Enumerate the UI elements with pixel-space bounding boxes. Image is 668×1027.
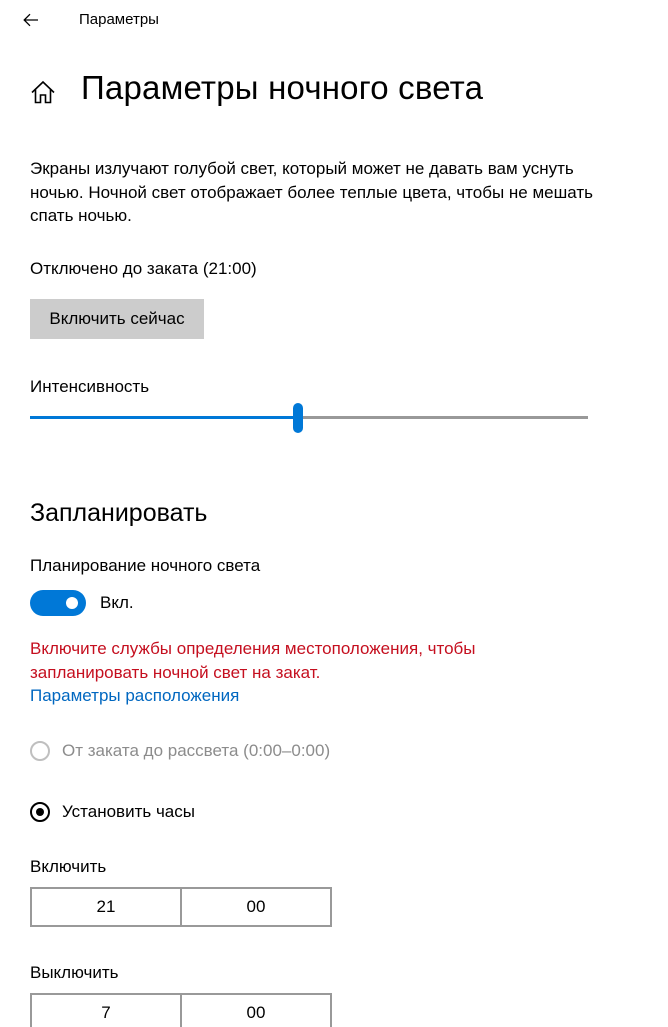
- radio-circle[interactable]: [30, 802, 50, 822]
- slider-thumb[interactable]: [293, 403, 303, 433]
- slider-track-fill: [30, 416, 298, 419]
- turn-off-label: Выключить: [30, 963, 119, 982]
- radio-sunset-to-sunrise[interactable]: [30, 741, 330, 761]
- back-button[interactable]: [16, 6, 46, 34]
- description-text: Экраны излучают голубой свет, который может не давать вам уснуть ночью. Ночной свет отображает более теплые цвета, чтобы не мешать спать ночью.: [30, 159, 593, 225]
- toggle-knob: [66, 597, 78, 609]
- back-arrow-icon: [23, 13, 39, 27]
- intensity-label: Интенсивность: [30, 377, 150, 396]
- turn-on-time-picker[interactable]: [30, 887, 332, 927]
- schedule-toggle-label: Планирование ночного света: [30, 556, 261, 575]
- turn-on-hour[interactable]: 21: [96, 897, 116, 916]
- turn-on-minute[interactable]: 00: [180, 889, 330, 925]
- location-settings-link[interactable]: Параметры расположения: [30, 686, 240, 705]
- turn-off-minute[interactable]: 00: [180, 995, 330, 1027]
- night-light-status: Отключено до заката (21:00): [30, 259, 257, 278]
- enable-now-button[interactable]: Включить сейчас: [30, 299, 204, 339]
- location-warning: Включите службы определения местоположения, чтобы запланировать ночной свет на закат.: [30, 639, 476, 682]
- title-bar: [0, 0, 668, 40]
- turn-off-hour[interactable]: 7: [101, 1003, 111, 1022]
- radio-circle[interactable]: [30, 741, 50, 761]
- toggle-state-label: Вкл.: [100, 593, 134, 612]
- turn-on-label: Включить: [30, 857, 107, 876]
- radio-label: Установить часы: [62, 802, 195, 821]
- turn-off-time-picker[interactable]: [30, 993, 332, 1027]
- app-title: Параметры: [79, 11, 159, 28]
- schedule-section-title: Запланировать: [30, 499, 208, 527]
- radio-selected-dot: [36, 808, 44, 816]
- page-title: Параметры ночного света: [81, 69, 484, 106]
- radio-set-hours[interactable]: [30, 802, 195, 822]
- schedule-toggle[interactable]: [30, 590, 86, 616]
- home-icon[interactable]: [30, 79, 56, 105]
- radio-label: От заката до рассвета (0:00–0:00): [62, 741, 331, 760]
- intensity-slider[interactable]: [30, 402, 588, 434]
